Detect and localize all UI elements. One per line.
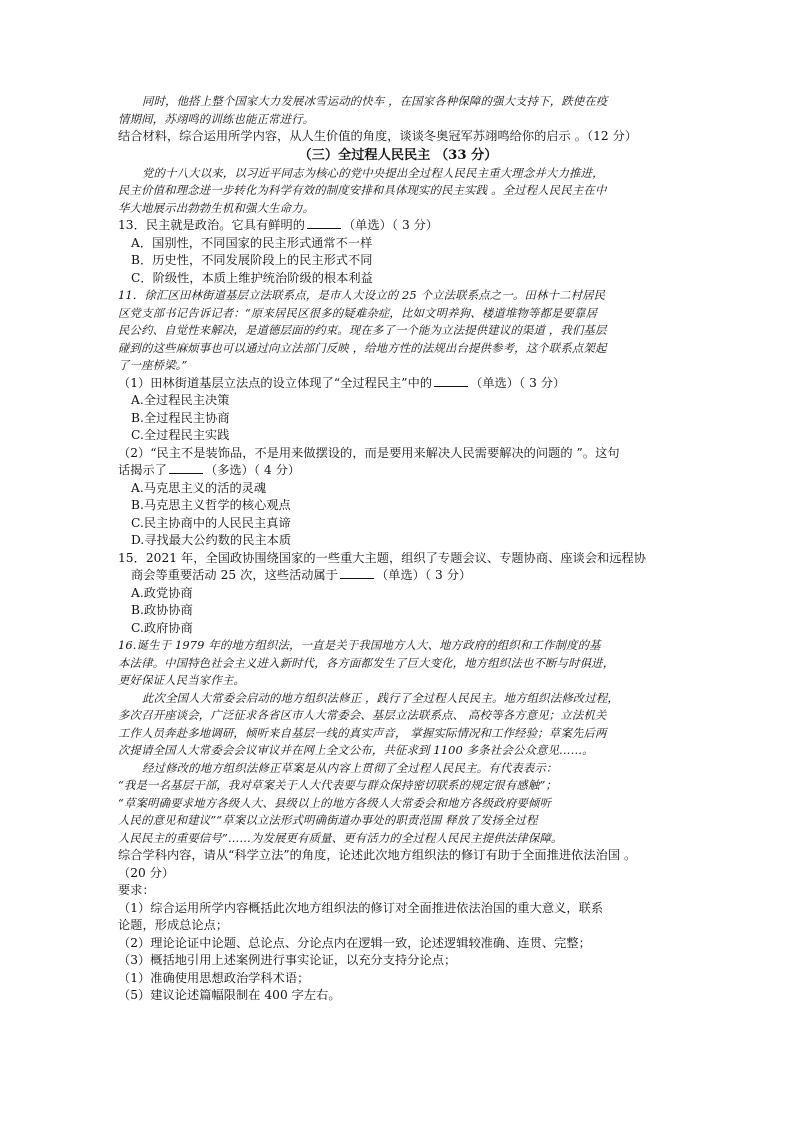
option-14-2-a: A.马克思主义的活的灵魂 bbox=[131, 480, 267, 495]
question-15-stem: 15．2021 年，全国政协围绕国家的一些重大主题，组织了专题会议、专题协商、座谈会和远程协 bbox=[118, 550, 647, 565]
requirement-1-cont: 论题，形成总论点； bbox=[118, 918, 229, 932]
question-15 bbox=[118, 567, 678, 585]
passage-line: 情期间，苏翊鸣的训练也能正常进行。 bbox=[118, 111, 315, 126]
requirements-title: 要求： bbox=[118, 883, 155, 897]
question-13-type: （单选）（ 3 分） bbox=[342, 218, 439, 232]
question-16-prompt: 综合学科内容，请从“科学立法”的角度，论述此次地方组织法的修订有助于全面推进依法治国 。 bbox=[118, 848, 637, 862]
passage-line: 16.诞生于 1979 年的地方组织法，一直是关于我国地方人大、地方政府的组织和工作制度的基 bbox=[118, 638, 601, 652]
option-14-1-a: A.全过程民主决策 bbox=[131, 393, 230, 407]
requirement-2: （2）理论论证中论题、总论点、分论点内在逻辑一致，论述逻辑较准确、连贯、完整； bbox=[118, 935, 591, 950]
passage-line: 区党支部书记告诉记者：“原来居民区很多的疑难杂症，比如文明养狗、楼道堆物等都是要靠居 bbox=[118, 305, 598, 320]
requirement-5: （5）建议论述篇幅限制在 400 字左右。 bbox=[118, 988, 341, 1002]
option-14-2-b: B.马克思主义哲学的核心观点 bbox=[131, 498, 291, 512]
option-13-c: C．阶级性，本质上维护统治阶级的根本利益 bbox=[131, 270, 373, 285]
option-13-a: A．国别性，不同国家的民主形式通常不一样 bbox=[131, 235, 373, 250]
passage-line: 了一座桥梁。” bbox=[118, 358, 188, 372]
answer-blank[interactable] bbox=[340, 578, 374, 579]
option-14-1-b: B.全过程民主协商 bbox=[131, 410, 230, 425]
passage-line: 此次全国人大常委会启动的地方组织法修正 ，践行了全过程人民民主。地方组织法修改过程， bbox=[142, 690, 619, 705]
passage-line: “草案明确要求地方各级人大、县级以上的地方各级人大常委会和地方各级政府要倾听 bbox=[118, 795, 551, 810]
question-14-1-stem: （1）田林街道基层立法点的设立体现了“全过程民主”中的 bbox=[118, 375, 433, 390]
answer-blank[interactable] bbox=[169, 473, 203, 474]
passage-line: 次提请全国人大常委会会议审议并在网上全文公布，共征求到 1100 多条社会公众意见……。 bbox=[118, 743, 594, 757]
passage-line: 华大地展示出勃勃生机和强大生命力。 bbox=[118, 200, 315, 215]
passage-line: “我是一名基层干部，我对草案关于人大代表要与群众保持密切联系的规定很有感触”； bbox=[118, 778, 557, 792]
passage-line: 工作人员奔赴多地调研，倾听来自基层一线的真实声音， 掌握实际情况和工作经验；草案先后两 bbox=[118, 725, 607, 740]
question-13-stem: 13．民主就是政治。它具有鲜明的 bbox=[118, 218, 305, 232]
option-15-c: C.政府协商 bbox=[131, 620, 193, 635]
passage-line: 本法律。中国特色社会主义进入新时代，各方面都发生了巨大变化，地方组织法也不断与时俱进， bbox=[118, 655, 615, 670]
question-14-2-type: （多选）（ 4 分） bbox=[204, 463, 301, 477]
question-15-stem-end: 商会等重要活动 25 次，这些活动属于 bbox=[131, 568, 339, 582]
question-14-1 bbox=[118, 375, 678, 393]
passage-line: 同时，他搭上整个国家大力发展冰雪运动的快车 ，在国家各种保障的强大支持下，跌使在疫 bbox=[142, 94, 608, 108]
passage-line: 经过修改的地方组织法修正草案是从内容上贯彻了全过程人民民主。有代表表示： bbox=[142, 760, 558, 775]
option-14-2-d: D.寻找最大公约数的民主本质 bbox=[131, 533, 292, 547]
passage-line: 人民民主的重要信号”……为发展更有质量、更有活力的全过程人民民主提供法律保障。 bbox=[118, 830, 563, 845]
question-13 bbox=[118, 217, 678, 235]
answer-blank[interactable] bbox=[307, 228, 341, 229]
question-14-1-type: （单选）（ 3 分） bbox=[470, 375, 566, 390]
passage-line: 碰到的这些麻烦事也可以通过向立法部门反映 ，给地方性的法规出台提供参考，这个联系点架起 bbox=[118, 340, 607, 355]
passage-line: 11．徐汇区田林街道基层立法联系点，是市人大设立的 25 个立法联系点之一。田林十二村居民 bbox=[118, 288, 606, 302]
passage-line: 多次召开座谈会，广泛征求各省区市人大常委会、基层立法联系点、 高校等各方意见；立法机关 bbox=[118, 708, 607, 722]
option-13-b: B．历史性，不同发展阶段上的民主形式不同 bbox=[131, 253, 373, 267]
question-15-type: （单选）（ 3 分） bbox=[376, 568, 472, 582]
section-heading: （三）全过程人民民主 （33 分） bbox=[298, 147, 498, 163]
question-16-score: （20 分） bbox=[118, 865, 175, 880]
option-15-a: A.政党协商 bbox=[131, 585, 193, 600]
requirement-3: （3）概括地引用上述案例进行事实论证，以充分支持分论点； bbox=[118, 953, 457, 967]
option-15-b: B.政协协商 bbox=[131, 603, 193, 617]
option-14-1-c: C.全过程民主实践 bbox=[131, 428, 230, 442]
requirement-1: （1）综合运用所学内容概括此次地方组织法的修订对全面推进依法治国的重大意义，联系 bbox=[118, 900, 604, 915]
passage-line: 民公约、自觉性来解决，是道德层面的约束。现在多了一个能为立法提供建议的渠道 ，我们基层 bbox=[118, 323, 607, 337]
requirement-4: （1）准确使用思想政治学科术语； bbox=[118, 970, 310, 985]
exam-page bbox=[118, 93, 678, 1005]
question-14-2-stem-end: 话揭示了 bbox=[118, 463, 167, 477]
passage-line: 人民的意见和建议”“草案以立法形式明确街道办事处的职责范围 释放了发扬全过程 bbox=[118, 813, 538, 827]
passage-line: 党的十八大以来，以习近平同志为核心的党中央提出全过程人民民主重大理念并大力推进， bbox=[142, 165, 604, 180]
answer-blank[interactable] bbox=[434, 386, 468, 387]
question-14-2 bbox=[118, 462, 678, 480]
question-14-2-stem: （2）“民主不是装饰品，不是用来做摆设的，而是要用来解决人民需要解决的问题的 ”。这句 bbox=[118, 445, 620, 460]
passage-line: 民主价值和理念进一步转化为科学有效的制度安排和具体现实的民主实践 。全过程人民民主在中 bbox=[118, 183, 607, 197]
question-prompt: 结合材料，综合运用所学内容，从人生价值的角度，谈谈冬奥冠军苏翊鸣给你的启示 。（12 分） bbox=[118, 129, 638, 143]
option-14-2-c: C.民主协商中的人民民主真谛 bbox=[131, 515, 291, 530]
passage-line: 更好保证人民当家作主。 bbox=[118, 673, 245, 687]
